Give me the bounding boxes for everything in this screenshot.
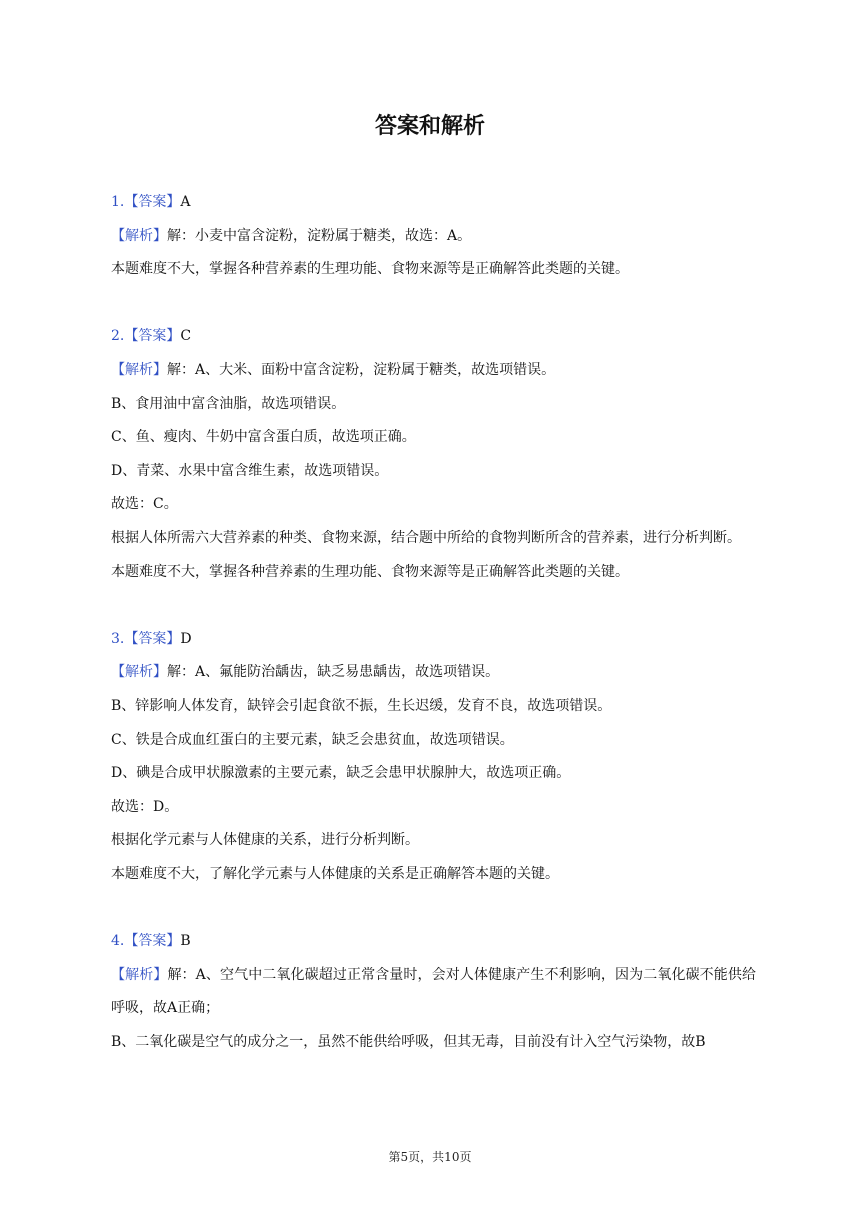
explanation-line: B、食用油中富含油脂，故选项错误。 (111, 395, 346, 412)
explanation-line: 本题难度不大，掌握各种营养素的生理功能、食物来源等是正确解答此类题的关键。 (111, 261, 629, 278)
explanation-line: D、碘是合成甲状腺激素的主要元素，缺乏会患甲状腺肿大，故选项正确。 (111, 765, 571, 782)
analysis-text: 解：A、大米、面粉中富含淀粉，淀粉属于糖类，故选项错误。 (167, 361, 556, 378)
question-number: 4. (111, 933, 125, 950)
question-number: 1. (111, 194, 125, 210)
answer-tag: 【答案】 (124, 194, 181, 210)
question-number: 3. (111, 630, 125, 647)
answer-tag: 【答案】 (124, 933, 181, 950)
answer-value: A (180, 194, 191, 210)
answers-body (111, 186, 756, 1059)
analysis-text: 解：A、氟能防治龋齿，缺乏易患龋齿，故选项错误。 (167, 664, 500, 681)
analysis-tag: 【解析】 (111, 664, 167, 681)
answer-tag: 【答案】 (124, 328, 181, 345)
explanation-line: C、铁是合成血红蛋白的主要元素，缺乏会患贫血，故选项错误。 (111, 731, 514, 748)
answer-item-1 (111, 186, 756, 287)
explanation-line: B、锌影响人体发育，缺锌会引起食欲不振，生长迟缓，发育不良，故选项错误。 (111, 697, 612, 714)
explanation-line: 根据化学元素与人体健康的关系，进行分析判断。 (111, 832, 419, 849)
answer-tag: 【答案】 (124, 630, 181, 647)
explanation-line: 本题难度不大，掌握各种营养素的生理功能、食物来源等是正确解答此类题的关键。 (111, 563, 629, 580)
explanation-line: D、青菜、水果中富含维生素，故选项错误。 (111, 462, 389, 479)
answer-value: B (180, 933, 191, 950)
question-number: 2. (111, 328, 125, 345)
explanation-line: C、鱼、瘦肉、牛奶中富含蛋白质，故选项正确。 (111, 429, 416, 446)
answer-item-4 (111, 925, 756, 1059)
explanation-line: 根据人体所需六大营养素的种类、食物来源，结合题中所给的食物判断所含的营养素，进行分析判断。 (111, 529, 741, 546)
explanation-line: 本题难度不大，了解化学元素与人体健康的关系是正确解答本题的关键。 (111, 865, 559, 882)
answer-item-2 (111, 320, 756, 589)
page-footer: 第5页，共10页 (388, 1150, 472, 1164)
analysis-tag: 【解析】 (111, 966, 168, 983)
analysis-text: 解：小麦中富含淀粉，淀粉属于糖类，故选：A。 (167, 227, 472, 244)
answer-item-3 (111, 623, 756, 892)
page-title: 答案和解析 (374, 114, 485, 139)
analysis-tag: 【解析】 (111, 361, 167, 378)
explanation-line: 故选：D。 (111, 798, 179, 815)
explanation-line: 故选：C。 (111, 496, 178, 513)
answer-value: D (180, 630, 192, 647)
analysis-text: 解：A、空气中二氧化碳超过正常含量时，会对人体健康产生不利影响，因为二氧化碳不能供给呼吸，故A正确； (111, 966, 757, 1017)
analysis-tag: 【解析】 (111, 227, 167, 244)
explanation-line: B、二氧化碳是空气的成分之一，虽然不能供给呼吸，但其无毒，目前没有计入空气污染物，故B (111, 1033, 706, 1050)
answer-value: C (180, 328, 192, 345)
